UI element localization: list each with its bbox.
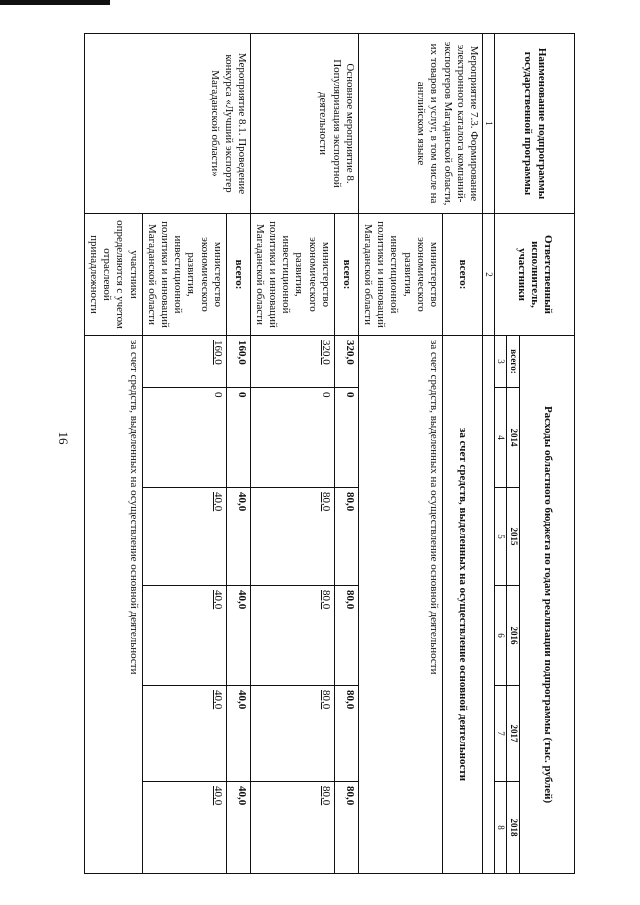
m81-total-all: 160,0 xyxy=(226,336,250,388)
page-number: 16 xyxy=(56,431,71,445)
colnum-row xyxy=(483,34,495,874)
m81-participants: участники определяются с учетом отраслевой принадлежности xyxy=(84,214,142,336)
m8-total-row xyxy=(334,34,358,874)
m8-total-label: всего: xyxy=(334,214,358,336)
top-rule xyxy=(0,0,110,5)
m81-executor: министерство экономического развития, инвестиционной политики и инноваций Магаданской области xyxy=(142,214,226,336)
header-row-1 xyxy=(520,34,575,874)
m81-source-note: за счет средств, выделенных на осуществление основной деятельности xyxy=(84,336,142,874)
colnum-7: 7 xyxy=(495,686,507,782)
year-2017-header: 2017 xyxy=(507,686,520,782)
m8-total-2017: 80,0 xyxy=(334,686,358,782)
m73-name: Мероприятие 7.3. Формирование электронного каталога компаний-экспортеров Магаданской области, их товаров и услуг, в том числе на английском языке xyxy=(358,34,482,214)
m8-exec-2015: 80,0 xyxy=(250,488,334,586)
m8-total-2014: 0 xyxy=(334,388,358,488)
m8-total-2016: 80,0 xyxy=(334,586,358,686)
m8-total-all: 320,0 xyxy=(334,336,358,388)
col2-header: Ответственный исполнитель, участники xyxy=(495,214,575,336)
m81-total-2017: 40,0 xyxy=(226,686,250,782)
m81-exec-2017: 40,0 xyxy=(142,686,226,782)
m8-exec-2014: 0 xyxy=(250,388,334,488)
m81-exec-2018: 40,0 xyxy=(142,782,226,874)
colnum-1: 1 xyxy=(483,34,495,214)
colnum-3: 3 xyxy=(495,336,507,388)
year-2016-header: 2016 xyxy=(507,586,520,686)
col1-header: Наименование подпрограммы государственной программы xyxy=(495,34,575,214)
m8-exec-all: 320,0 xyxy=(250,336,334,388)
m81-exec-all: 160,0 xyxy=(142,336,226,388)
colnum-6: 6 xyxy=(495,586,507,686)
m81-total-2015: 40,0 xyxy=(226,488,250,586)
colnum-4: 4 xyxy=(495,388,507,488)
m8-exec-2018: 80,0 xyxy=(250,782,334,874)
year-2015-header: 2015 xyxy=(507,488,520,586)
m81-exec-2015: 40,0 xyxy=(142,488,226,586)
m81-exec-2016: 40,0 xyxy=(142,586,226,686)
total-header: всего: xyxy=(507,336,520,388)
m81-name: Мероприятие 8.1. Проведение конкурса «Лучший экспортер Магаданской области» xyxy=(84,34,250,214)
m81-total-2018: 40,0 xyxy=(226,782,250,874)
m73-total-label: всего: xyxy=(443,214,483,336)
m8-name: Основное мероприятие 8. Популяризация экспортной деятельности xyxy=(250,34,358,214)
m73-executor: министерство экономического развития, инвестиционной политики и инноваций Магаданской области xyxy=(358,214,442,336)
m73-total-row xyxy=(443,34,483,874)
m8-exec-2017: 80,0 xyxy=(250,686,334,782)
colnum-8: 8 xyxy=(495,782,507,874)
m81-exec-2014: 0 xyxy=(142,388,226,488)
rotated-table-wrapper xyxy=(88,33,575,873)
m73-source-note: за счет средств, выделенных на осуществление основной деятельности xyxy=(358,336,442,874)
colnum-5: 5 xyxy=(495,488,507,586)
budget-table xyxy=(84,33,575,874)
expenses-header: Расходы областного бюджета по годам реализации подпрограммы (тыс. рублей) xyxy=(520,336,575,874)
m81-total-2014: 0 xyxy=(226,388,250,488)
year-2014-header: 2014 xyxy=(507,388,520,488)
m8-total-2018: 80,0 xyxy=(334,782,358,874)
m8-total-2015: 80,0 xyxy=(334,488,358,586)
colnum-2: 2 xyxy=(483,214,495,336)
m8-exec-2016: 80,0 xyxy=(250,586,334,686)
m73-source-note-bold: за счет средств, выделенных на осуществление основной деятельности xyxy=(443,336,483,874)
m8-executor: министерство экономического развития, инвестиционной политики и инноваций Магаданской области xyxy=(250,214,334,336)
year-2018-header: 2018 xyxy=(507,782,520,874)
m81-total-2016: 40,0 xyxy=(226,586,250,686)
m81-total-row xyxy=(226,34,250,874)
m81-total-label: всего: xyxy=(226,214,250,336)
